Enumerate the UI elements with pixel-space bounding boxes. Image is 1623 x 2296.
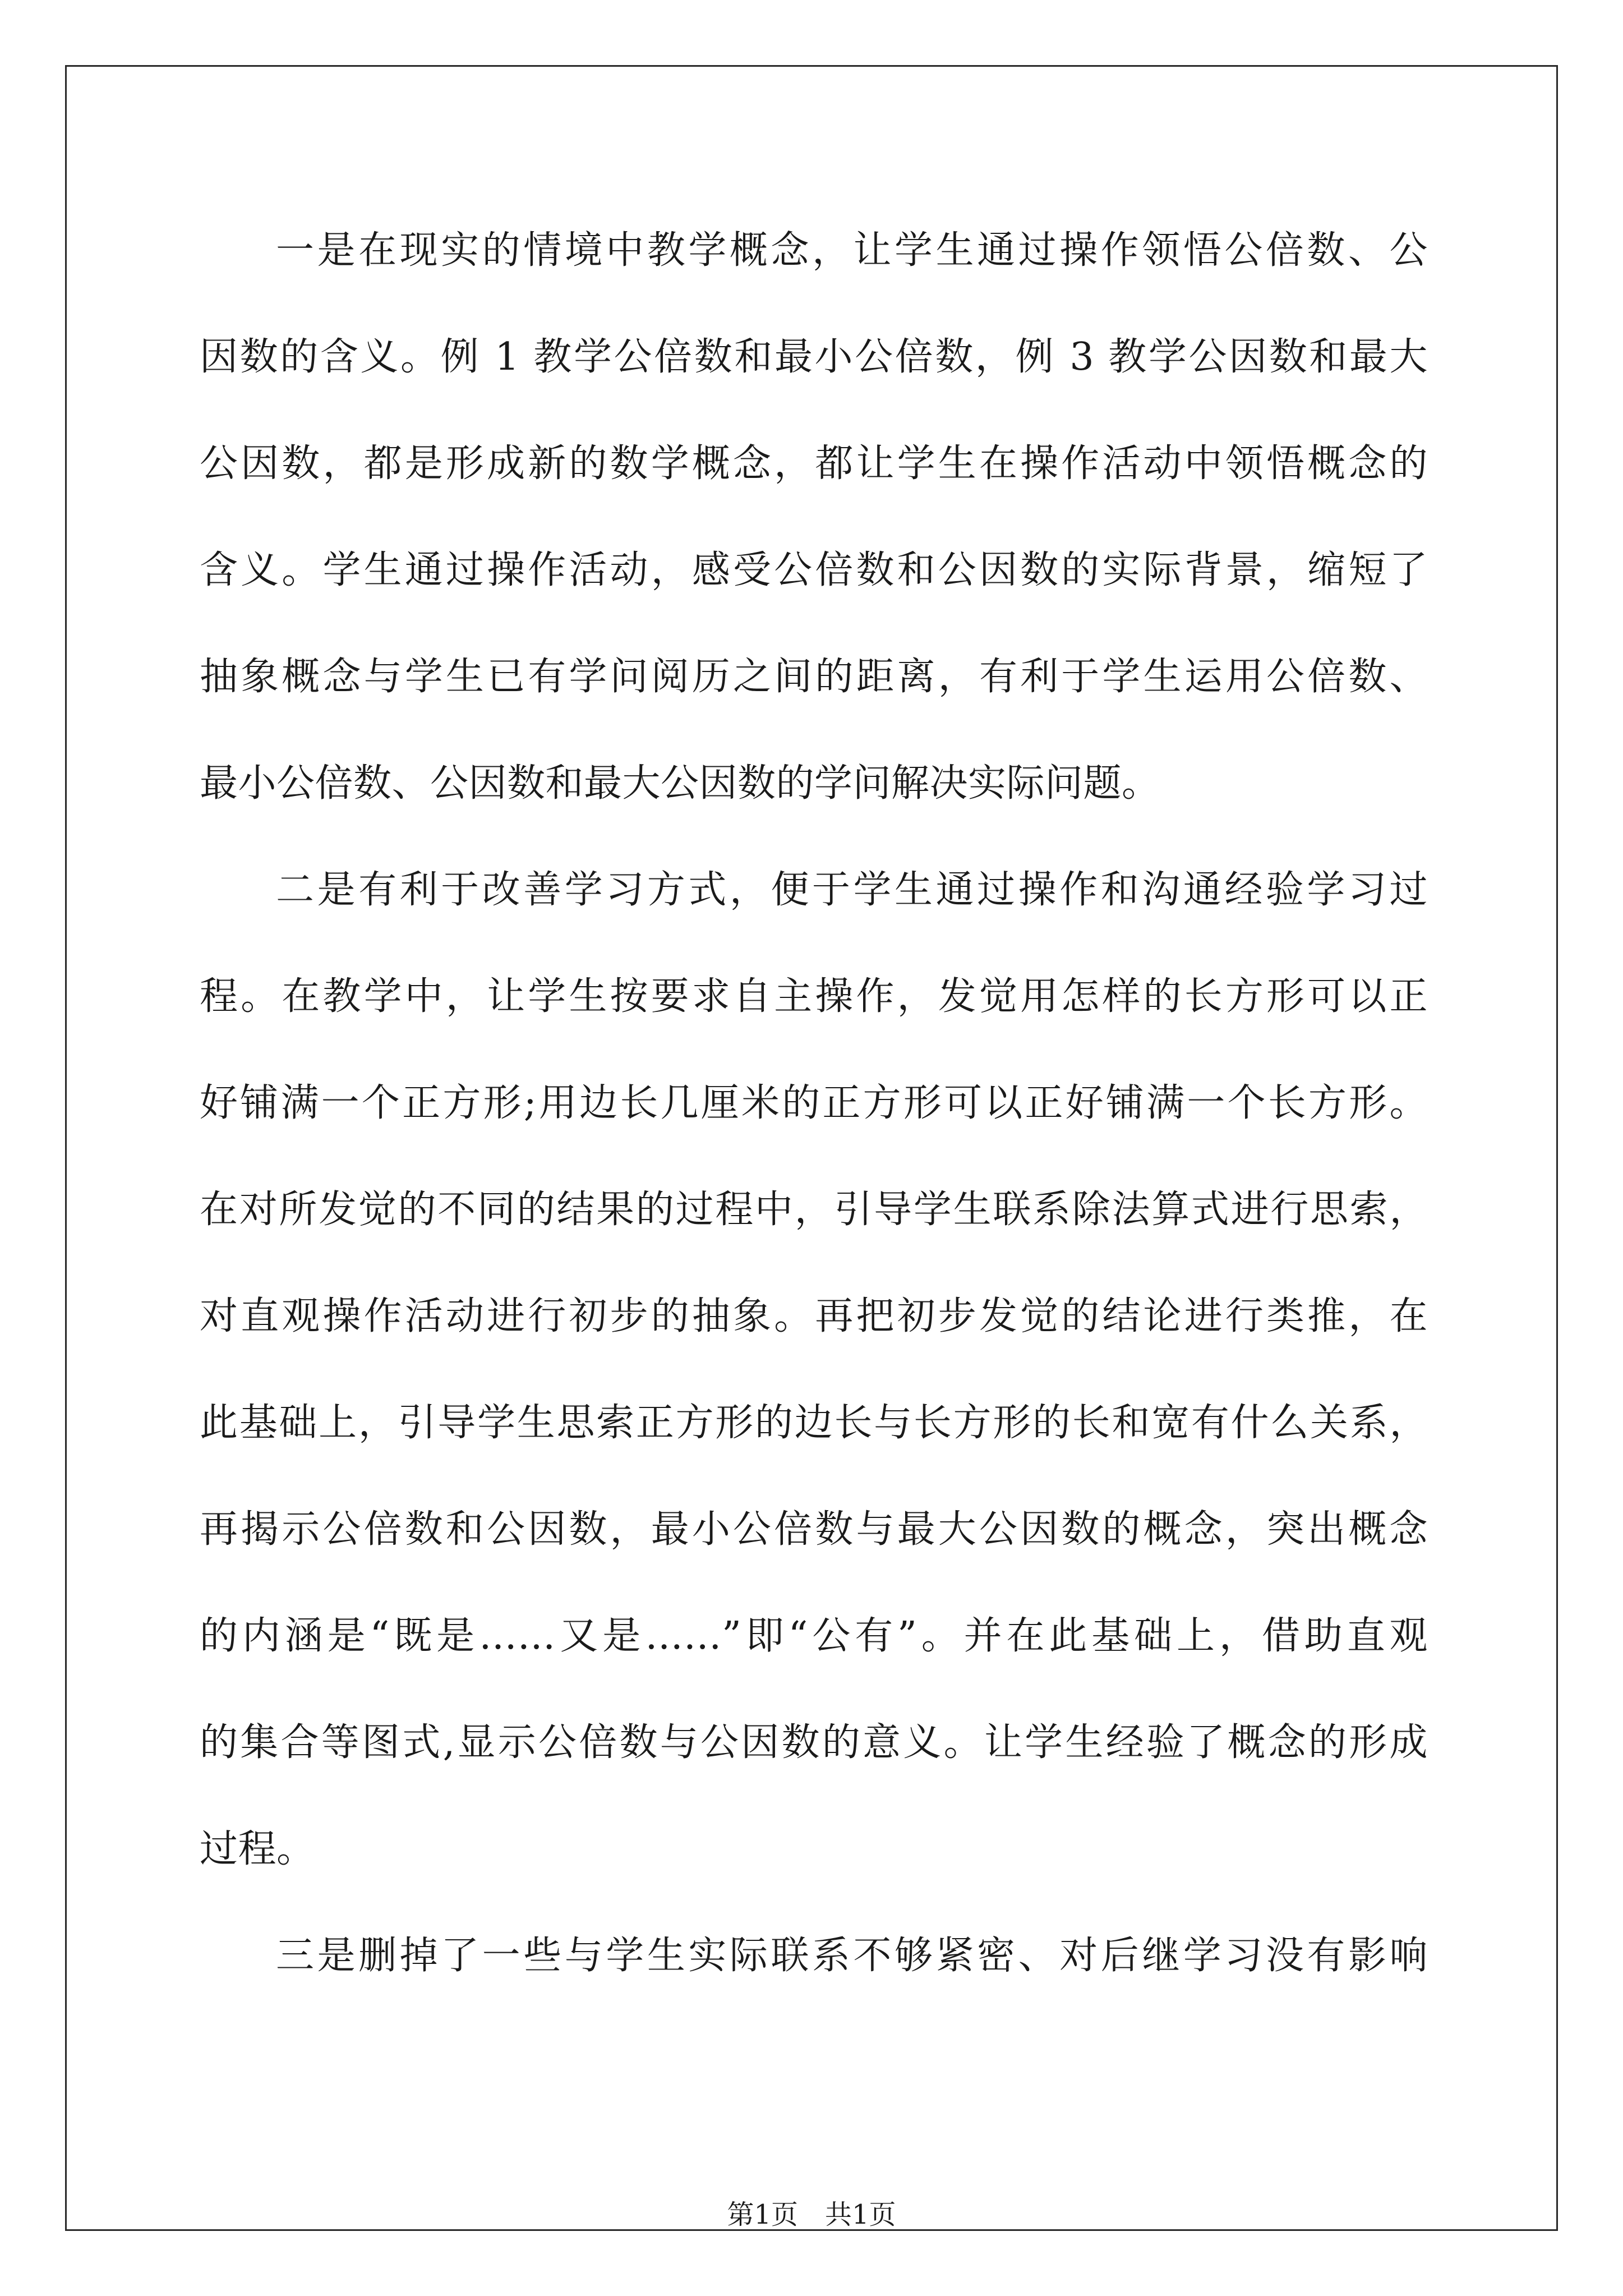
document-body [200,209,1428,2021]
text-line: 最小公倍数、公因数和最大公因数的学问解决实际问题。 [200,761,1160,806]
text-line: 的内涵是“既是……又是……”即“公有”。并在此基础上，借助直观 [200,1614,1428,1658]
text-line: 三是删掉了一些与学生实际联系不够紧密、对后继学习没有影响 [276,1934,1428,1978]
page-footer: 第1页 共1页 [727,2199,896,2230]
text-line: 再揭示公倍数和公因数，最小公倍数与最大公因数的概念，突出概念 [200,1507,1428,1552]
text-line: 对直观操作活动进行初步的抽象。再把初步发觉的结论进行类推，在 [200,1294,1428,1338]
text-line: 一是在现实的情境中教学概念，让学生通过操作领悟公倍数、公 [276,228,1428,273]
text-line: 过程。 [200,1827,315,1871]
text-line: 因数的含义。例 1 教学公倍数和最小公倍数，例 3 教学公因数和最大 [200,335,1428,379]
text-line: 公因数，都是形成新的数学概念，都让学生在操作活动中领悟概念的 [200,441,1428,486]
text-line: 二是有利于改善学习方式，便于学生通过操作和沟通经验学习过 [276,868,1428,912]
text-line: 此基础上，引导学生思索正方形的边长与长方形的长和宽有什么关系， [200,1401,1428,1445]
text-line: 在对所发觉的不同的结果的过程中，引导学生联系除法算式进行思索， [200,1188,1428,1232]
text-line: 抽象概念与学生已有学问阅历之间的距离，有利于学生运用公倍数、 [200,655,1428,699]
text-line: 程。在教学中，让学生按要求自主操作，发觉用怎样的长方形可以正 [200,974,1428,1019]
text-line: 好铺满一个正方形;用边长几厘米的正方形可以正好铺满一个长方形。 [200,1081,1428,1125]
text-line: 含义。学生通过操作活动，感受公倍数和公因数的实际背景，缩短了 [200,548,1428,592]
text-line: 的集合等图式,显示公倍数与公因数的意义。让学生经验了概念的形成 [200,1720,1428,1765]
